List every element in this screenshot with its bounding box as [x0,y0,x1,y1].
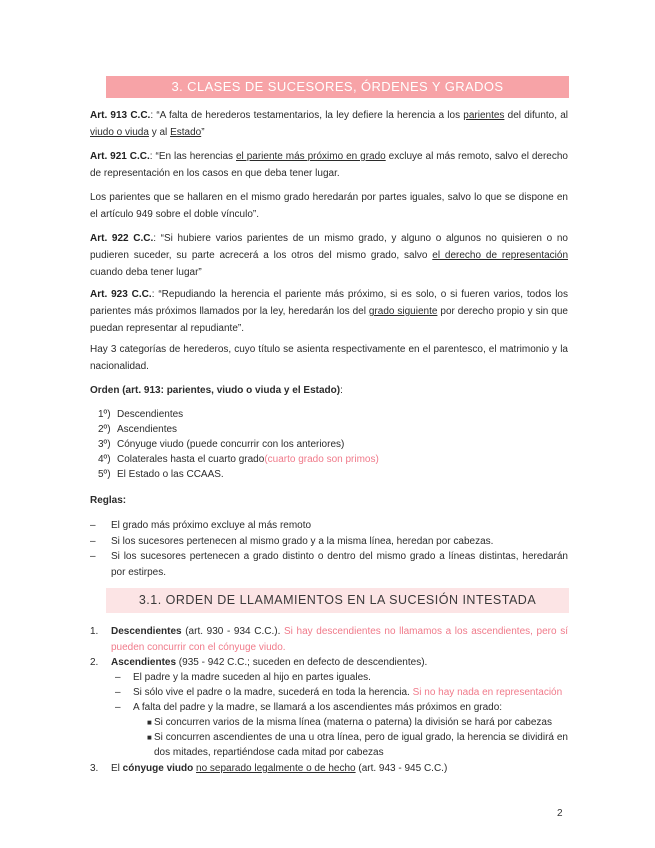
orden-list [98,407,379,482]
section-heading-3-1: 3.1. ORDEN DE LLAMAMIENTOS EN LA SUCESIÓN INTESTADA [106,588,569,613]
list-item: 4º) Colaterales hasta el cuarto grado (cuarto grado son primos) [98,454,379,465]
paragraph-categorias: Hay 3 categorías de herederos, cuyo título se asienta respectivamente en el parentesco, el matrimonio y la nacionalidad. [90,344,568,372]
ascendientes-sub-item: – Si sólo vive el padre o la madre, sucederá en toda la herencia. Si no hay nada en representación [115,687,563,698]
article-922-label: Art. 922 C.C. [90,233,154,244]
article-923: Art. 923 C.C.: “Repudiando la herencia el pariente más próximo, si es solo, o si fueren varios, todos los parientes más próximos llamados por la ley, heredarán los del grado siguiente por derecho propio y sin que puedan representar al repudiante”. [90,289,568,334]
llamamiento-conyuge: 3. El cónyuge viudo no separado legalmente o de hecho (art. 943 - 945 C.C.) [90,763,448,774]
ascendientes-sub-item: – El padre y la madre suceden al hijo en partes iguales. [115,672,371,683]
article-922: Art. 922 C.C.: “Si hubiere varios parientes de un mismo grado, y alguno o algunos no quisieren o no pudieren suceder, su parte acrecerá a los otros del mismo grado, salvo el derecho de representación cuando deba tener lugar” [90,233,569,278]
orden-title: Orden (art. 913: parientes, viudo o viuda y el Estado): [90,385,343,396]
regla-item: – Si los sucesores pertenecen al mismo grado y a la misma línea, heredan por cabezas. [90,536,494,547]
reglas-title: Reglas: [90,495,127,506]
list-item: 2º) Ascendientes [98,424,178,435]
article-913: Art. 913 C.C.: “A falta de herederos testamentarios, la ley defiere la herencia a los parientes del difunto, al viudo o viuda y al Estado” [90,110,568,138]
list-item: 1º) Descendientes [98,409,184,420]
list-item: 5º) El Estado o las CCAAS. [98,469,224,480]
ascendientes-bullet: ■ Si concurren varios de la misma línea (materna o paterna) la división se hará por cabezas [147,717,552,728]
bullet-icon: ■ [147,718,152,727]
article-913-label: Art. 913 C.C. [90,110,151,121]
regla-item: – El grado más próximo excluye al más remoto [90,520,312,531]
llamamiento-descendientes: 1. Descendientes (art. 930 - 934 C.C.). Si hay descendientes no llamamos a los ascendientes, pero sí pueden concurrir con el cónyuge viudo. [90,626,568,653]
bullet-icon: ■ [147,733,152,742]
paragraph-parientes: Los parientes que se hallaren en el mismo grado heredarán por partes iguales, salvo lo que se dispone en el artículo 949 sobre el doble vínculo”. [90,192,568,220]
ascendientes-sub-item: – A falta del padre y la madre, se llamará a los ascendientes más próximos en grado: [115,702,503,713]
article-921-label: Art. 921 C.C. [90,151,150,162]
ascendientes-bullet: ■ Si concurren ascendientes de una u otra línea, pero de igual grado, la herencia se dividirá en dos mitades, repartiéndose cada mitad por cabezas [147,732,568,758]
section-heading-3: 3. CLASES DE SUCESORES, ÓRDENES Y GRADOS [106,76,569,98]
orden-note: (cuarto grado son primos) [264,454,379,465]
regla-item: – Si los sucesores pertenecen a grado distinto o dentro del mismo grado a líneas distintas, heredarán por estirpes. [90,551,568,578]
article-923-label: Art. 923 C.C. [90,289,152,300]
article-921: Art. 921 C.C.: “En las herencias el pariente más próximo en grado excluye al más remoto, salvo el derecho de representación en los casos en que deba tener lugar. [90,151,568,179]
llamamiento-ascendientes: 2. Ascendientes (935 - 942 C.C.; suceden en defecto de descendientes). [90,657,428,668]
list-item: 3º) Cónyuge viudo (puede concurrir con los anteriores) [98,439,345,450]
page-number: 2 [557,808,563,819]
